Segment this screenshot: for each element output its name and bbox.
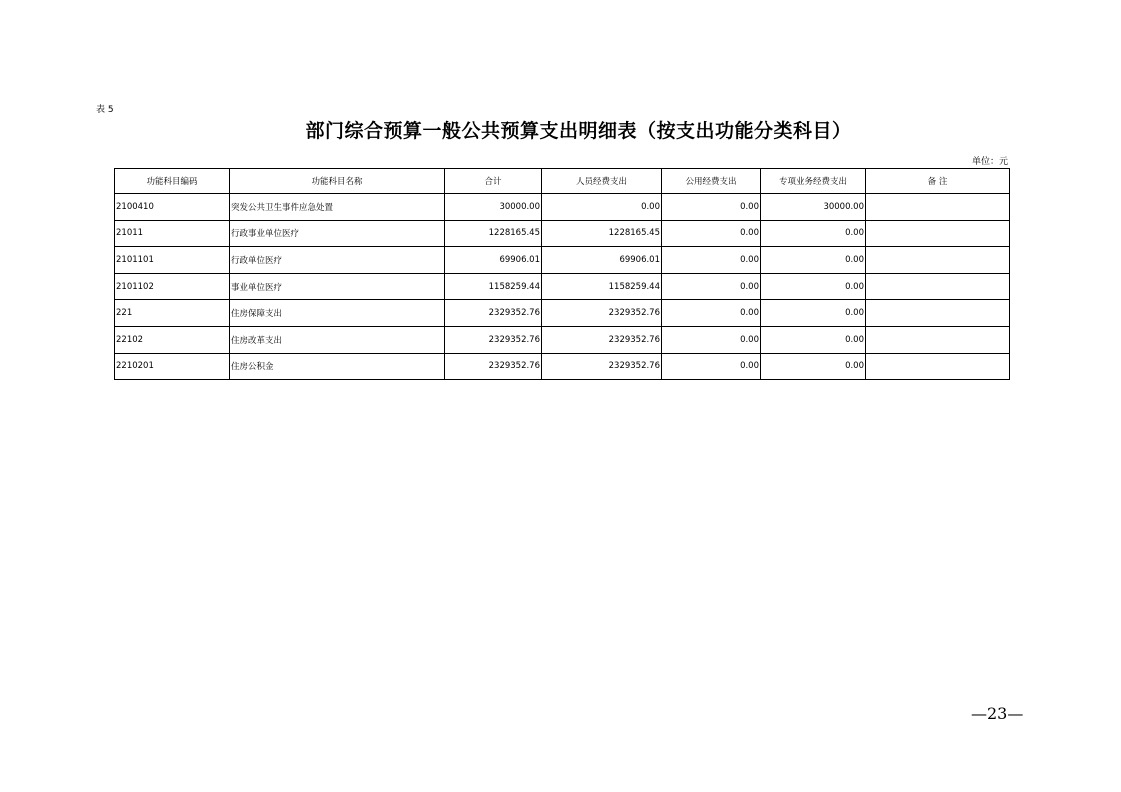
cell-code: 21011 bbox=[115, 220, 230, 247]
cell-personnel: 69906.01 bbox=[542, 247, 662, 274]
table-row bbox=[115, 194, 1010, 221]
cell-special: 0.00 bbox=[761, 247, 866, 274]
cell-personnel: 1228165.45 bbox=[542, 220, 662, 247]
cell-code: 2101101 bbox=[115, 247, 230, 274]
cell-name: 行政事业单位医疗 bbox=[230, 220, 445, 247]
cell-note bbox=[866, 220, 1010, 247]
column-header: 人员经费支出 bbox=[542, 169, 662, 194]
column-header: 功能科目名称 bbox=[230, 169, 445, 194]
cell-total: 69906.01 bbox=[445, 247, 542, 274]
table-row bbox=[115, 273, 1010, 300]
cell-code: 2100410 bbox=[115, 194, 230, 221]
cell-personnel: 0.00 bbox=[542, 194, 662, 221]
table-row bbox=[115, 326, 1010, 353]
cell-total: 2329352.76 bbox=[445, 326, 542, 353]
cell-public: 0.00 bbox=[662, 300, 761, 327]
cell-note bbox=[866, 300, 1010, 327]
cell-total: 2329352.76 bbox=[445, 353, 542, 380]
cell-special: 30000.00 bbox=[761, 194, 866, 221]
cell-note bbox=[866, 273, 1010, 300]
cell-name: 突发公共卫生事件应急处置 bbox=[230, 194, 445, 221]
table-row bbox=[115, 220, 1010, 247]
table-row bbox=[115, 300, 1010, 327]
cell-public: 0.00 bbox=[662, 353, 761, 380]
cell-note bbox=[866, 326, 1010, 353]
cell-code: 221 bbox=[115, 300, 230, 327]
cell-public: 0.00 bbox=[662, 220, 761, 247]
cell-code: 2101102 bbox=[115, 273, 230, 300]
cell-code: 22102 bbox=[115, 326, 230, 353]
cell-public: 0.00 bbox=[662, 326, 761, 353]
cell-special: 0.00 bbox=[761, 273, 866, 300]
cell-name: 住房保障支出 bbox=[230, 300, 445, 327]
cell-special: 0.00 bbox=[761, 326, 866, 353]
cell-public: 0.00 bbox=[662, 273, 761, 300]
table-header-row bbox=[115, 169, 1010, 194]
column-header: 功能科目编码 bbox=[115, 169, 230, 194]
cell-name: 住房改革支出 bbox=[230, 326, 445, 353]
cell-name: 住房公积金 bbox=[230, 353, 445, 380]
column-header: 公用经费支出 bbox=[662, 169, 761, 194]
page-title: 部门综合预算一般公共预算支出明细表（按支出功能分类科目） bbox=[305, 120, 852, 142]
cell-name: 行政单位医疗 bbox=[230, 247, 445, 274]
cell-personnel: 2329352.76 bbox=[542, 300, 662, 327]
unit-label: 单位：元 bbox=[971, 157, 1008, 167]
cell-total: 30000.00 bbox=[445, 194, 542, 221]
cell-note bbox=[866, 247, 1010, 274]
cell-personnel: 2329352.76 bbox=[542, 353, 662, 380]
cell-personnel: 2329352.76 bbox=[542, 326, 662, 353]
cell-personnel: 1158259.44 bbox=[542, 273, 662, 300]
cell-name: 事业单位医疗 bbox=[230, 273, 445, 300]
column-header: 备 注 bbox=[866, 169, 1010, 194]
table-row bbox=[115, 247, 1010, 274]
cell-total: 1228165.45 bbox=[445, 220, 542, 247]
page-number: —23— bbox=[971, 704, 1024, 723]
budget-table bbox=[114, 168, 1010, 380]
cell-note bbox=[866, 353, 1010, 380]
column-header: 专项业务经费支出 bbox=[761, 169, 866, 194]
cell-total: 1158259.44 bbox=[445, 273, 542, 300]
cell-special: 0.00 bbox=[761, 300, 866, 327]
cell-total: 2329352.76 bbox=[445, 300, 542, 327]
cell-special: 0.00 bbox=[761, 353, 866, 380]
cell-public: 0.00 bbox=[662, 194, 761, 221]
cell-code: 2210201 bbox=[115, 353, 230, 380]
cell-public: 0.00 bbox=[662, 247, 761, 274]
table-number-label: 表 5 bbox=[96, 105, 114, 115]
cell-note bbox=[866, 194, 1010, 221]
column-header: 合计 bbox=[445, 169, 542, 194]
cell-special: 0.00 bbox=[761, 220, 866, 247]
table-row bbox=[115, 353, 1010, 380]
